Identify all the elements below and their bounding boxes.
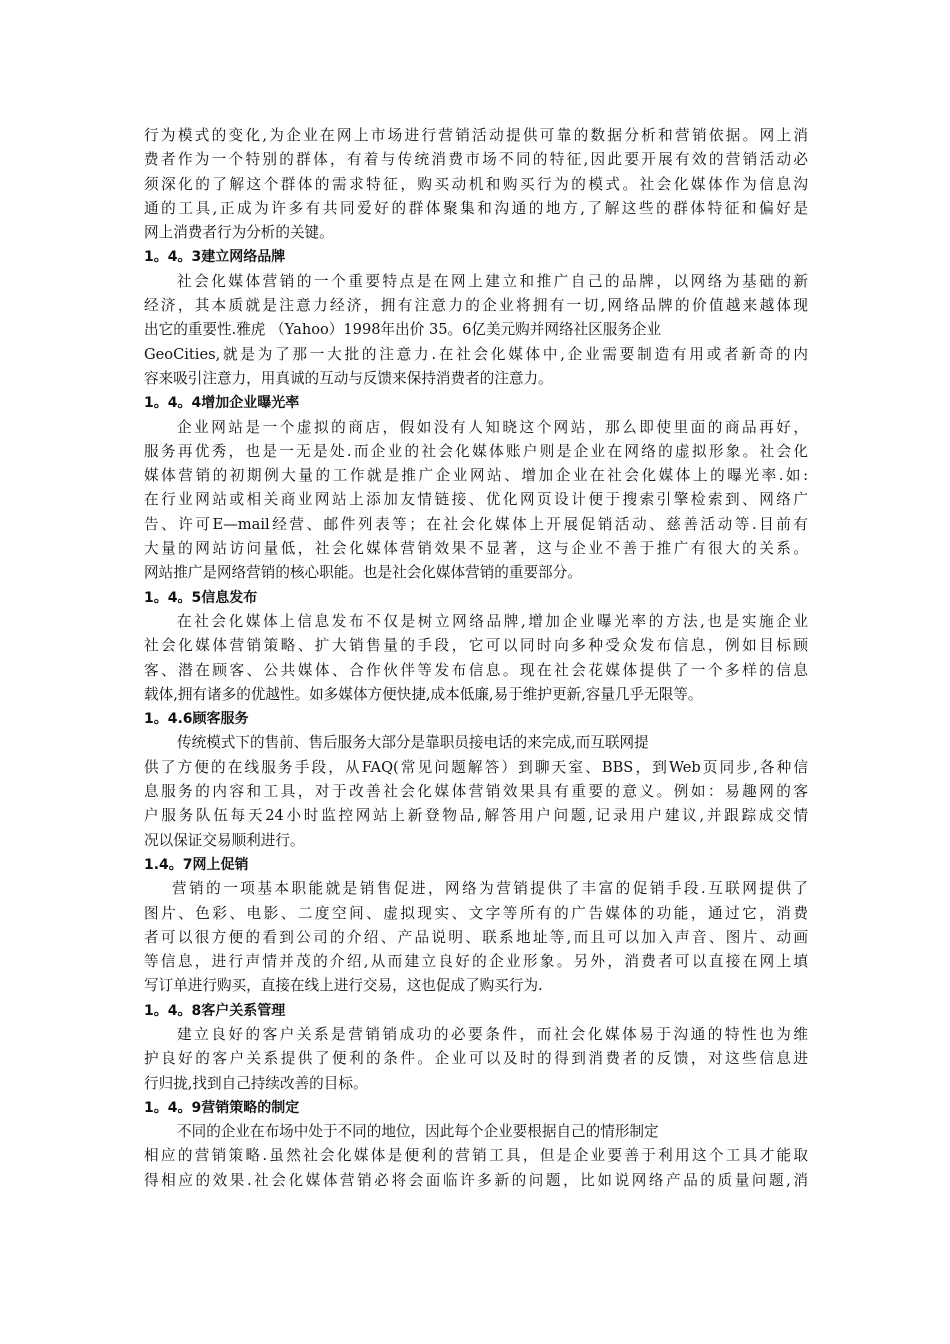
paragraph-line: 得相应的效果.社会化媒体营销必将会面临许多新的问题，比如说网络产品的质量问题,消 xyxy=(144,1171,808,1189)
paragraph-line: 护良好的客户关系提供了便利的条件。企业可以及时的得到消费者的反馈，对这些信息进 xyxy=(144,1050,808,1068)
paragraph-line: 户服务队伍每天24小时监控网站上新登物品,解答用户问题,记录用户建议,并跟踪成交情 xyxy=(144,807,808,825)
paragraph-line: 在社会化媒体上信息发布不仅是树立网络品牌,增加企业曝光率的方法,也是实施企业 xyxy=(177,612,808,630)
section-heading: 1.4。7网上促销 xyxy=(144,856,249,873)
paragraph-line: 服务再优秀，也是一无是处.而企业的社会化媒体账户则是企业在网络的虚拟形象。社会化 xyxy=(144,442,808,460)
paragraph-line: 告、许可E—mail经营、邮件列表等；在社会化媒体上开展促销活动、慈善活动等.目前有 xyxy=(144,515,808,533)
paragraph-line: 容来吸引注意力，用真诚的互动与反馈来保持消费者的注意力。 xyxy=(144,369,553,387)
paragraph-line: 载体,拥有诸多的优越性。如多媒体方便快捷,成本低廉,易于维护更新,容量几乎无限等。 xyxy=(144,685,703,703)
document-page xyxy=(144,124,808,1193)
paragraph-line: 费者作为一个特别的群体，有着与传统消费市场不同的特征,因此要开展有效的营销活动必 xyxy=(144,151,808,169)
paragraph-line: 等信息，进行声情并茂的介绍,从而建立良好的企业形象。另外，消费者可以直接在网上填 xyxy=(144,953,808,971)
paragraph-line: 传统模式下的售前、售后服务大部分是靠职员接电话的来完成,而互联网提 xyxy=(177,734,649,752)
paragraph-line: 网上消费者行为分析的关键。 xyxy=(144,224,334,242)
section-heading: 1。4.6顾客服务 xyxy=(144,711,249,728)
paragraph-line: 出它的重要性.雅虎 （Yahoo）1998年出价 35。6亿美元购并网络社区服务企业 xyxy=(144,321,662,339)
paragraph-line: 须深化的了解这个群体的需求特征，购买动机和购买行为的模式。社会化媒体作为信息沟 xyxy=(144,175,808,193)
paragraph-line: 网站推广是网络营销的核心职能。也是社会化媒体营销的重要部分。 xyxy=(144,564,582,582)
paragraph-line: 供了方便的在线服务手段，从FAQ(常见问题解答）到聊天室、BBS，到Web页同步,各种信 xyxy=(144,758,808,776)
paragraph-line: 大量的网站访问量低，社会化媒体营销效果不显著，这与企业不善于推广有很大的关系。 xyxy=(144,540,808,558)
paragraph-line: 通的工具,正成为许多有共同爱好的群体聚集和沟通的地方,了解这些的群体特征和偏好是 xyxy=(144,199,808,217)
paragraph-line: 者可以很方便的看到公司的介绍、产品说明、联系地址等,而且可以加入声音、图片、动画 xyxy=(144,928,808,946)
paragraph-line: 在行业网站或相关商业网站上添加友情链接、优化网页设计便于搜索引擎检索到、网络广 xyxy=(144,491,808,509)
paragraph-line: 息服务的内容和工具，对于改善社会化媒体营销效果具有重要的意义。例如：易趣网的客 xyxy=(144,783,808,801)
paragraph-line: 相应的营销策略.虽然社会化媒体是便利的营销工具，但是企业要善于利用这个工具才能取 xyxy=(144,1147,808,1165)
section-heading: 1。4。4增加企业曝光率 xyxy=(144,395,300,412)
section-heading: 1。4。9营销策略的制定 xyxy=(144,1099,300,1116)
paragraph-line: 社会化媒体营销策略、扩大销售量的手段，它可以同时向多种受众发布信息，例如目标顾 xyxy=(144,637,808,655)
section-heading: 1。4。5信息发布 xyxy=(144,589,258,606)
paragraph-line: 不同的企业在布场中处于不同的地位，因此每个企业要根据自己的情形制定 xyxy=(177,1123,659,1141)
paragraph-line: 社会化媒体营销的一个重要特点是在网上建立和推广自己的品牌，以网络为基础的新 xyxy=(177,272,808,290)
paragraph-line: 经济，其本质就是注意力经济，拥有注意力的企业将拥有一切,网络品牌的价值越来越体现 xyxy=(144,297,808,315)
section-heading: 1。4。3建立网络品牌 xyxy=(144,249,286,266)
section-heading: 1。4。8客户关系管理 xyxy=(144,1002,286,1019)
paragraph-line: 营销的一项基本职能就是销售促进，网络为营销提供了丰富的促销手段.互联网提供了 xyxy=(172,880,808,898)
paragraph-line: 企业网站是一个虚拟的商店，假如没有人知晓这个网站，那么即使里面的商品再好， xyxy=(177,418,808,436)
paragraph-line: 况以保证交易顺利进行。 xyxy=(144,831,305,849)
paragraph-line: 客、潜在顾客、公共媒体、合作伙伴等发布信息。现在社会花媒体提供了一个多样的信息 xyxy=(144,661,808,679)
paragraph-line: 行归拢,找到自己持续改善的目标。 xyxy=(144,1074,368,1092)
paragraph-line: GeoCities,就是为了那一大批的注意力.在社会化媒体中,企业需要制造有用或者新奇的内 xyxy=(144,345,808,363)
paragraph-line: 行为模式的变化,为企业在网上市场进行营销活动提供可靠的数据分析和营销依据。网上消 xyxy=(144,127,808,144)
paragraph-line: 写订单进行购买，直接在线上进行交易，这也促成了购买行为. xyxy=(144,977,543,995)
paragraph-line: 图片、色彩、电影、二度空间、虚拟现实、文字等所有的广告媒体的功能，通过它，消费 xyxy=(144,904,808,922)
paragraph-line: 媒体营销的初期例大量的工作就是推广企业网站、增加企业在社会化媒体上的曝光率.如: xyxy=(144,467,808,485)
paragraph-line: 建立良好的客户关系是营销销成功的必要条件，而社会化媒体易于沟通的特性也为维 xyxy=(177,1025,808,1043)
